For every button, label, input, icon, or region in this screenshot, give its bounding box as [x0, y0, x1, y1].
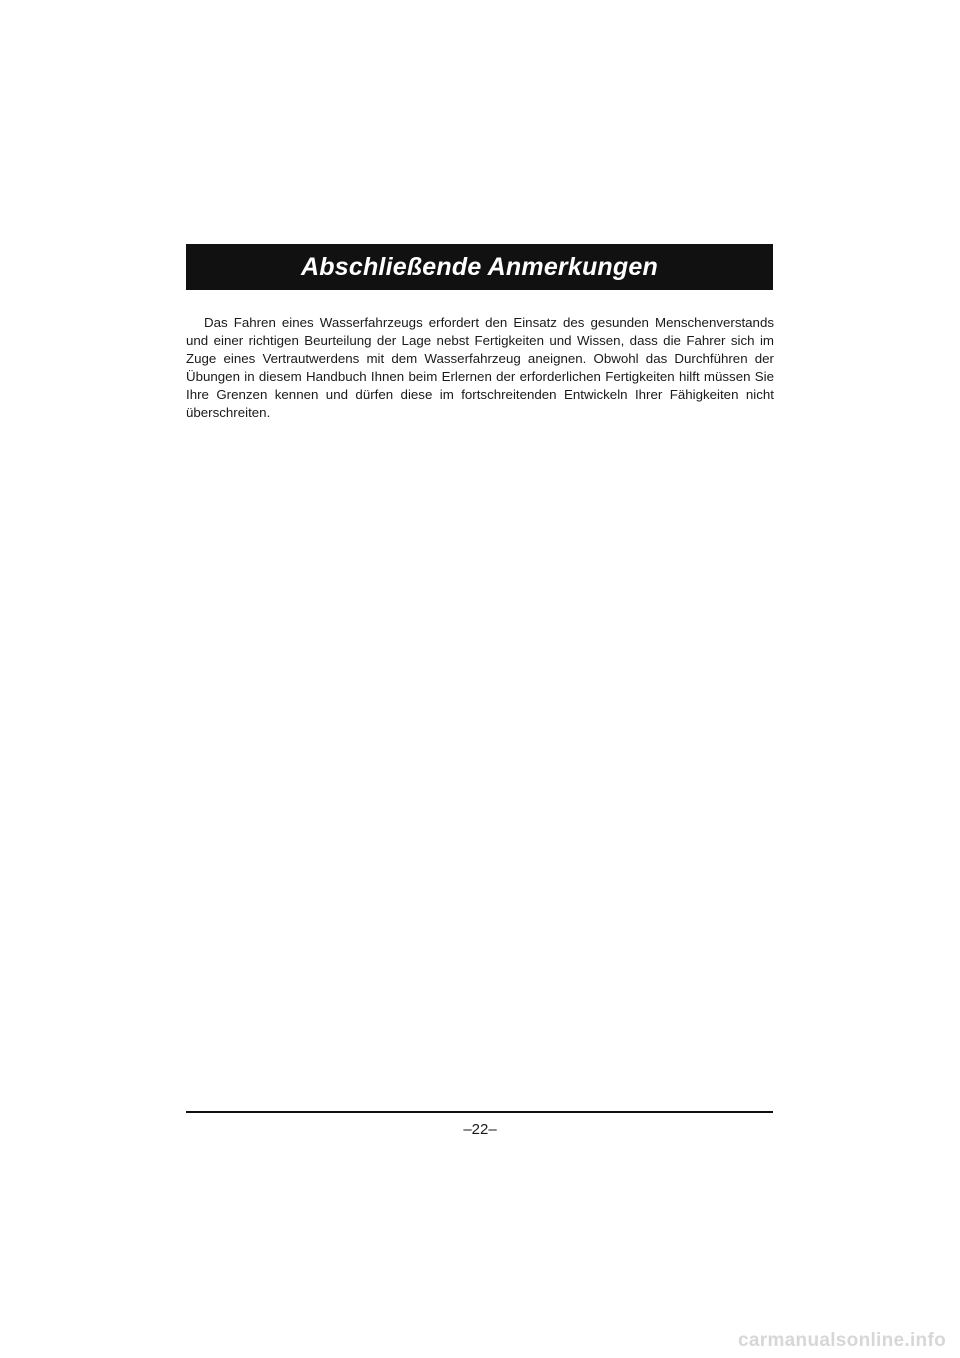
section-heading-banner	[186, 244, 773, 290]
watermark-text: carmanualsonline.info	[738, 1330, 946, 1351]
body-paragraph: Das Fahren eines Wasserfahrzeugs erfordert den Einsatz des gesunden Menschenverstands und einer richtigen Beurteilung der Lage nebst Fertigkeiten und Wissen, dass die Fahrer sich im Zuge eines Vertrautwerdens mit dem Wasserfahrzeug aneignen. Obwohl das Durchführen der Übungen in diesem Handbuch Ihnen beim Erlernen der erforderlichen Fertigkeiten hilft müssen Sie Ihre Grenzen kennen und dürfen diese im fortschreitenden Entwickeln Ihrer Fähigkeiten nicht überschreiten.	[186, 315, 774, 420]
footer-divider	[186, 1111, 773, 1113]
section-title: Abschließende Anmerkungen	[301, 252, 658, 281]
page-number: –22–	[463, 1121, 497, 1138]
